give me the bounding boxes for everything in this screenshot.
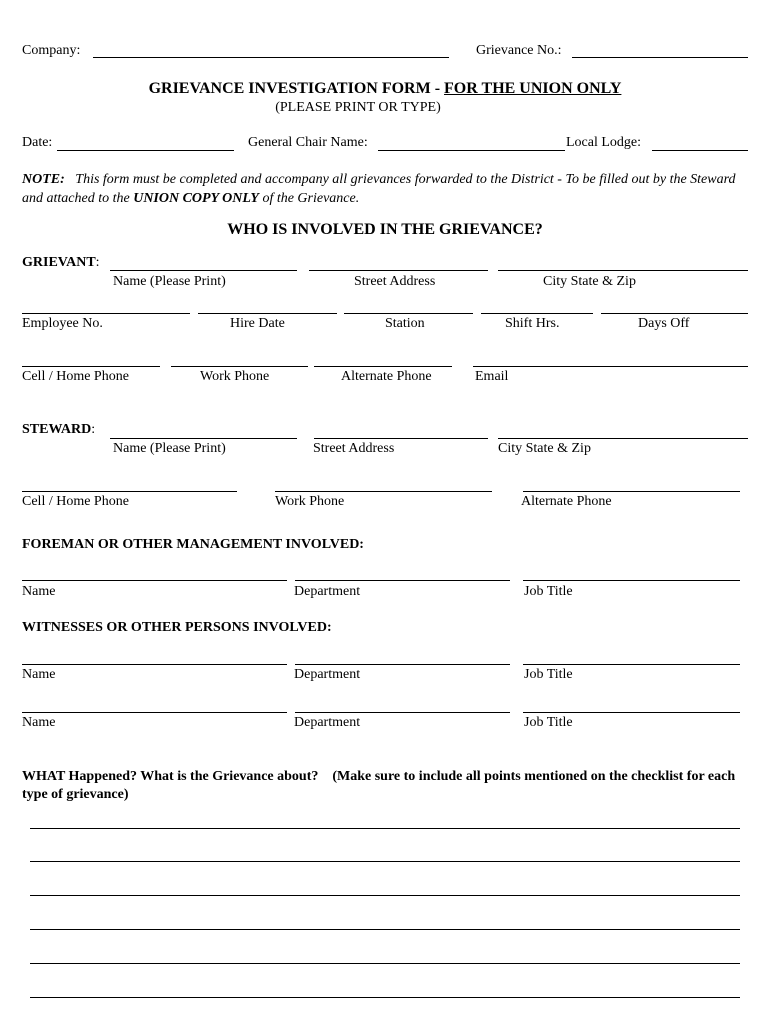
form-title-main: GRIEVANCE INVESTIGATION FORM - xyxy=(148,80,445,97)
witnesses-heading: WITNESSES OR OTHER PERSONS INVOLVED: xyxy=(22,620,332,635)
foreman-heading: FOREMAN OR OTHER MANAGEMENT INVOLVED: xyxy=(22,537,364,552)
form-title-union-only: FOR THE UNION ONLY xyxy=(444,80,622,97)
witness2-job-title-label: Job Title xyxy=(524,715,573,730)
days-off-field[interactable] xyxy=(601,313,748,314)
form-subtitle: (PLEASE PRINT OR TYPE) xyxy=(275,100,441,115)
steward-work-phone-field[interactable] xyxy=(275,491,492,492)
note-text-b: of the Grievance. xyxy=(258,191,360,206)
foreman-name-field[interactable] xyxy=(22,580,287,581)
steward-alt-phone-label: Alternate Phone xyxy=(521,494,612,509)
grievant-alt-phone-label: Alternate Phone xyxy=(341,369,432,384)
grievance-no-field[interactable] xyxy=(572,57,748,58)
answer-line[interactable] xyxy=(30,963,740,964)
answer-line[interactable] xyxy=(30,929,740,930)
foreman-department-label: Department xyxy=(294,584,361,599)
witness2-name-label: Name xyxy=(22,715,56,730)
steward-work-phone-label: Work Phone xyxy=(275,494,345,509)
grievant-work-phone-field[interactable] xyxy=(171,366,308,367)
grievant-street-field[interactable] xyxy=(309,270,488,271)
employee-no-field[interactable] xyxy=(22,313,190,314)
steward-city-label: City State & Zip xyxy=(498,441,591,456)
note-paragraph xyxy=(22,170,752,208)
grievant-email-field[interactable] xyxy=(473,366,748,367)
answer-line[interactable] xyxy=(30,861,740,862)
grievant-name-field[interactable] xyxy=(110,270,297,271)
note-union-copy: UNION COPY ONLY xyxy=(133,191,259,206)
steward-street-label: Street Address xyxy=(313,441,395,456)
grievant-cell-phone-field[interactable] xyxy=(22,366,160,367)
witness2-department-field[interactable] xyxy=(295,712,510,713)
grievant-alt-phone-field[interactable] xyxy=(314,366,452,367)
witness1-department-field[interactable] xyxy=(295,664,510,665)
note-text-a: This form must be completed and accompany all grievances forwarded to the District - To be filled out by the Steward and attached to the xyxy=(22,172,736,206)
steward-cell-phone-label: Cell / Home Phone xyxy=(22,494,129,509)
foreman-job-title-field[interactable] xyxy=(523,580,740,581)
what-happened-question: WHAT Happened? What is the Grievance about? xyxy=(22,769,319,784)
days-off-label: Days Off xyxy=(638,316,690,331)
answer-line[interactable] xyxy=(30,997,740,998)
witness2-department-label: Department xyxy=(294,715,361,730)
answer-line[interactable] xyxy=(30,895,740,896)
steward-name-field[interactable] xyxy=(110,438,297,439)
grievant-label: GRIEVANT: xyxy=(22,255,100,270)
section-title: WHO IS INVOLVED IN THE GRIEVANCE? xyxy=(227,221,543,238)
grievant-city-field[interactable] xyxy=(498,270,748,271)
what-happened-prompt xyxy=(22,768,752,804)
witness1-job-title-label: Job Title xyxy=(524,667,573,682)
steward-cell-phone-field[interactable] xyxy=(22,491,237,492)
steward-street-field[interactable] xyxy=(314,438,488,439)
station-label: Station xyxy=(385,316,425,331)
foreman-job-title-label: Job Title xyxy=(524,584,573,599)
hire-date-field[interactable] xyxy=(198,313,337,314)
company-field[interactable] xyxy=(93,57,449,58)
foreman-name-label: Name xyxy=(22,584,56,599)
witness1-name-label: Name xyxy=(22,667,56,682)
local-lodge-label: Local Lodge: xyxy=(566,135,642,150)
foreman-department-field[interactable] xyxy=(295,580,510,581)
company-label: Company: xyxy=(22,43,81,58)
witness1-name-field[interactable] xyxy=(22,664,287,665)
note-label: NOTE: xyxy=(22,172,65,187)
date-field[interactable] xyxy=(57,150,234,151)
form-title xyxy=(0,80,770,98)
date-label: Date: xyxy=(22,135,53,150)
witness1-job-title-field[interactable] xyxy=(523,664,740,665)
grievant-email-label: Email xyxy=(475,369,509,384)
steward-name-label: Name (Please Print) xyxy=(113,441,226,456)
answer-line[interactable] xyxy=(30,828,740,829)
shift-hrs-field[interactable] xyxy=(481,313,593,314)
steward-alt-phone-field[interactable] xyxy=(523,491,740,492)
grievant-city-label: City State & Zip xyxy=(543,274,636,289)
witness2-job-title-field[interactable] xyxy=(523,712,740,713)
grievant-work-phone-label: Work Phone xyxy=(200,369,270,384)
general-chair-label: General Chair Name: xyxy=(248,135,368,150)
grievant-name-label: Name (Please Print) xyxy=(113,274,226,289)
steward-city-field[interactable] xyxy=(498,438,748,439)
grievance-no-label: Grievance No.: xyxy=(476,43,562,58)
general-chair-field[interactable] xyxy=(378,150,565,151)
witness1-department-label: Department xyxy=(294,667,361,682)
witness2-name-field[interactable] xyxy=(22,712,287,713)
grievant-cell-phone-label: Cell / Home Phone xyxy=(22,369,129,384)
shift-hrs-label: Shift Hrs. xyxy=(505,316,560,331)
station-field[interactable] xyxy=(344,313,473,314)
local-lodge-field[interactable] xyxy=(652,150,748,151)
grievant-street-label: Street Address xyxy=(354,274,436,289)
hire-date-label: Hire Date xyxy=(230,316,285,331)
steward-label: STEWARD: xyxy=(22,422,96,437)
what-happened-instruction: (Make sure to include all points mentioned on the checklist for each type of grievance) xyxy=(22,769,736,802)
employee-no-label: Employee No. xyxy=(22,316,103,331)
